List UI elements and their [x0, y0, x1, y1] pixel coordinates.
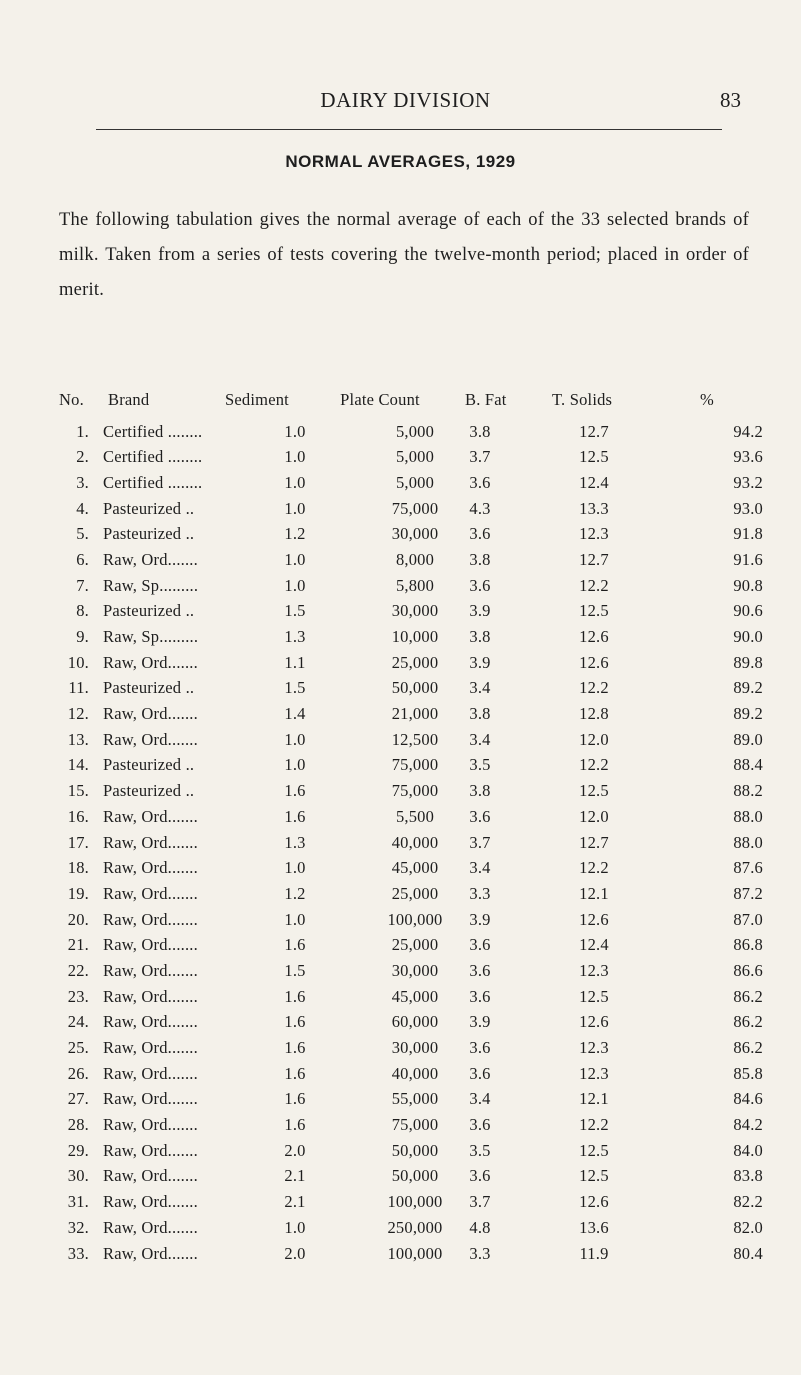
butter-fat-cell: 3.9	[469, 1012, 491, 1032]
sediment-cell: 1.5	[284, 960, 306, 980]
plate-count-cell: 45,000	[391, 986, 439, 1006]
plate-count-cell: 30,000	[391, 960, 439, 980]
total-solids-cell: 12.0	[579, 806, 609, 826]
plate-count-cell: 75,000	[391, 755, 439, 775]
butter-fat-cell: 3.6	[469, 935, 491, 955]
percent-cell: 88.0	[733, 806, 763, 826]
butter-fat-cell: 3.3	[469, 1243, 491, 1263]
plate-count-cell: 21,000	[391, 704, 439, 724]
brand-cell: Raw, Ord.......	[103, 960, 198, 980]
butter-fat-cell: 3.6	[469, 986, 491, 1006]
sediment-cell: 1.0	[284, 498, 306, 518]
table-row	[0, 499, 801, 525]
total-solids-cell: 12.5	[579, 1140, 609, 1160]
total-solids-cell: 12.7	[579, 421, 609, 441]
brand-cell: Raw, Ord.......	[103, 806, 198, 826]
sediment-cell: 1.3	[284, 832, 306, 852]
percent-cell: 86.2	[733, 986, 763, 1006]
row-number: 23.	[67, 986, 89, 1006]
brand-cell: Raw, Ord.......	[103, 832, 198, 852]
butter-fat-cell: 3.9	[469, 601, 491, 621]
butter-fat-cell: 3.5	[469, 755, 491, 775]
brand-cell: Raw, Ord.......	[103, 1166, 198, 1186]
brand-cell: Raw, Ord.......	[103, 1012, 198, 1032]
percent-cell: 84.2	[733, 1115, 763, 1135]
percent-cell: 86.2	[733, 1038, 763, 1057]
table-row	[0, 447, 801, 473]
brand-cell: Pasteurized ..	[103, 678, 195, 698]
table-row	[0, 678, 801, 704]
brand-cell: Raw, Ord.......	[103, 1192, 198, 1212]
table-row	[0, 1012, 801, 1038]
column-header-butter-fat: B. Fat	[465, 390, 507, 409]
column-header-no: No.	[59, 390, 84, 409]
row-number: 6.	[76, 549, 89, 569]
brand-cell: Raw, Ord.......	[103, 883, 198, 903]
row-number: 5.	[76, 524, 89, 544]
sediment-cell: 1.6	[284, 986, 306, 1006]
percent-cell: 88.2	[733, 781, 763, 801]
plate-count-cell: 12,500	[391, 729, 439, 749]
plate-count-cell: 45,000	[391, 858, 439, 878]
intro-paragraph: The following tabulation gives the normal average of each of the 33 selected brands of milk. Taken from a series of tests covering the twelve-month period; placed in order of merit.	[59, 210, 749, 300]
sediment-cell: 1.6	[284, 781, 306, 801]
table-row	[0, 422, 801, 448]
total-solids-cell: 12.5	[579, 986, 609, 1006]
butter-fat-cell: 4.8	[469, 1217, 491, 1237]
section-title: NORMAL AVERAGES, 1929	[285, 152, 516, 171]
total-solids-cell: 12.6	[579, 627, 609, 646]
table-row	[0, 1166, 801, 1192]
row-number: 20.	[67, 909, 89, 929]
table-row	[0, 755, 801, 781]
table-row	[0, 1038, 801, 1064]
brand-cell: Raw, Ord.......	[103, 986, 198, 1006]
header-rule	[96, 129, 722, 130]
row-number: 17.	[67, 832, 89, 852]
sediment-cell: 2.0	[284, 1243, 306, 1263]
plate-count-cell: 100,000	[387, 909, 443, 929]
total-solids-cell: 12.4	[579, 472, 609, 492]
brand-cell: Raw, Ord.......	[103, 1217, 198, 1237]
table-header-row	[0, 390, 801, 422]
percent-cell: 93.2	[733, 472, 763, 492]
percent-cell: 90.8	[733, 575, 763, 595]
percent-cell: 86.8	[733, 935, 763, 955]
sediment-cell: 1.0	[284, 575, 306, 595]
plate-count-cell: 40,000	[391, 832, 439, 852]
plate-count-cell: 50,000	[391, 1140, 439, 1160]
sediment-cell: 1.6	[284, 1115, 306, 1135]
total-solids-cell: 12.5	[579, 1166, 609, 1186]
percent-cell: 90.0	[733, 627, 763, 646]
brand-cell: Raw, Ord.......	[103, 1115, 198, 1135]
row-number: 2.	[76, 447, 89, 467]
plate-count-cell: 25,000	[391, 883, 439, 903]
table-row	[0, 1244, 801, 1270]
percent-cell: 89.2	[733, 704, 763, 724]
row-number: 30.	[67, 1166, 89, 1186]
percent-cell: 91.6	[733, 549, 763, 569]
sediment-cell: 1.2	[284, 524, 306, 544]
percent-cell: 89.8	[733, 652, 763, 672]
sediment-cell: 1.4	[284, 704, 306, 724]
page-number: 83	[720, 88, 741, 112]
butter-fat-cell: 3.8	[469, 781, 491, 801]
percent-cell: 82.0	[733, 1217, 763, 1237]
total-solids-cell: 12.8	[579, 704, 609, 724]
sediment-cell: 1.3	[284, 627, 306, 646]
butter-fat-cell: 3.4	[469, 858, 491, 878]
row-number: 4.	[76, 498, 89, 518]
plate-count-cell: 5,000	[395, 447, 435, 467]
total-solids-cell: 11.9	[579, 1243, 609, 1263]
table-row	[0, 704, 801, 730]
percent-cell: 89.2	[733, 678, 763, 698]
table-row	[0, 653, 801, 679]
row-number: 21.	[67, 935, 89, 955]
plate-count-cell: 5,500	[395, 806, 435, 826]
percent-cell: 87.2	[733, 883, 763, 903]
percent-cell: 87.6	[733, 858, 763, 878]
row-number: 18.	[67, 858, 89, 878]
table-row	[0, 1141, 801, 1167]
brand-cell: Raw, Ord.......	[103, 1243, 198, 1263]
sediment-cell: 1.2	[284, 883, 306, 903]
plate-count-cell: 75,000	[391, 1115, 439, 1135]
table-row	[0, 1064, 801, 1090]
table-row	[0, 730, 801, 756]
butter-fat-cell: 3.4	[469, 1089, 491, 1109]
butter-fat-cell: 3.6	[469, 1166, 491, 1186]
row-number: 31.	[67, 1192, 89, 1212]
brand-cell: Pasteurized ..	[103, 524, 195, 544]
table-row	[0, 935, 801, 961]
brand-cell: Raw, Ord.......	[103, 1063, 198, 1083]
plate-count-cell: 100,000	[387, 1243, 443, 1263]
butter-fat-cell: 3.4	[469, 729, 491, 749]
sediment-cell: 1.0	[284, 755, 306, 775]
percent-cell: 83.8	[733, 1166, 763, 1186]
plate-count-cell: 75,000	[391, 781, 439, 801]
averages-table	[0, 390, 801, 1269]
row-number: 7.	[76, 575, 89, 595]
brand-cell: Raw, Ord.......	[103, 1140, 198, 1160]
sediment-cell: 1.0	[284, 858, 306, 878]
percent-cell: 84.0	[733, 1140, 763, 1160]
butter-fat-cell: 3.6	[469, 1063, 491, 1083]
total-solids-cell: 12.2	[579, 755, 609, 775]
row-number: 32.	[67, 1217, 89, 1237]
percent-cell: 93.6	[733, 447, 763, 467]
plate-count-cell: 100,000	[387, 1192, 443, 1212]
brand-cell: Raw, Ord.......	[103, 729, 198, 749]
table-row	[0, 858, 801, 884]
table-row	[0, 961, 801, 987]
percent-cell: 86.2	[733, 1012, 763, 1032]
plate-count-cell: 5,000	[395, 472, 435, 492]
total-solids-cell: 12.0	[579, 729, 609, 749]
brand-cell: Raw, Sp.........	[103, 575, 199, 595]
total-solids-cell: 12.3	[579, 1038, 609, 1057]
sediment-cell: 1.5	[284, 601, 306, 621]
row-number: 10.	[67, 652, 89, 672]
sediment-cell: 1.6	[284, 1038, 306, 1057]
butter-fat-cell: 3.3	[469, 883, 491, 903]
brand-cell: Pasteurized ..	[103, 755, 195, 775]
sediment-cell: 2.1	[284, 1166, 306, 1186]
butter-fat-cell: 4.3	[469, 498, 491, 518]
total-solids-cell: 13.6	[579, 1217, 609, 1237]
sediment-cell: 1.0	[284, 472, 306, 492]
column-header-total-solids: T. Solids	[552, 390, 613, 409]
table-row	[0, 987, 801, 1013]
table-row	[0, 1218, 801, 1244]
row-number: 13.	[67, 729, 89, 749]
butter-fat-cell: 3.7	[469, 447, 491, 467]
brand-cell: Raw, Ord.......	[103, 1038, 198, 1057]
sediment-cell: 2.0	[284, 1140, 306, 1160]
butter-fat-cell: 3.8	[469, 704, 491, 724]
row-number: 26.	[67, 1063, 89, 1083]
brand-cell: Certified ........	[103, 472, 203, 492]
butter-fat-cell: 3.9	[469, 652, 491, 672]
plate-count-cell: 30,000	[391, 1038, 439, 1057]
plate-count-cell: 8,000	[395, 549, 435, 569]
butter-fat-cell: 3.6	[469, 524, 491, 544]
percent-cell: 88.0	[733, 832, 763, 852]
total-solids-cell: 12.6	[579, 1012, 609, 1032]
sediment-cell: 1.6	[284, 806, 306, 826]
plate-count-cell: 55,000	[391, 1089, 439, 1109]
percent-cell: 82.2	[733, 1192, 763, 1212]
total-solids-cell: 13.3	[579, 498, 609, 518]
total-solids-cell: 12.2	[579, 678, 609, 698]
plate-count-cell: 50,000	[391, 1166, 439, 1186]
table-row	[0, 781, 801, 807]
butter-fat-cell: 3.6	[469, 806, 491, 826]
butter-fat-cell: 3.8	[469, 549, 491, 569]
table-row	[0, 833, 801, 859]
row-number: 27.	[67, 1089, 89, 1109]
total-solids-cell: 12.3	[579, 1063, 609, 1083]
column-header-sediment: Sediment	[225, 390, 289, 409]
row-number: 8.	[76, 601, 89, 621]
total-solids-cell: 12.4	[579, 935, 609, 955]
sediment-cell: 1.0	[284, 909, 306, 929]
plate-count-cell: 25,000	[391, 652, 439, 672]
row-number: 11.	[68, 678, 89, 698]
sediment-cell: 1.0	[284, 549, 306, 569]
sediment-cell: 1.6	[284, 935, 306, 955]
percent-cell: 80.4	[733, 1243, 763, 1263]
row-number: 15.	[67, 781, 89, 801]
plate-count-cell: 40,000	[391, 1063, 439, 1083]
row-number: 3.	[76, 472, 89, 492]
column-header-plate-count: Plate Count	[340, 390, 420, 409]
plate-count-cell: 10,000	[391, 627, 439, 646]
table-row	[0, 524, 801, 550]
plate-count-cell: 30,000	[391, 601, 439, 621]
row-number: 14.	[67, 755, 89, 775]
total-solids-cell: 12.2	[579, 575, 609, 595]
butter-fat-cell: 3.6	[469, 472, 491, 492]
row-number: 16.	[67, 806, 89, 826]
row-number: 28.	[67, 1115, 89, 1135]
table-row	[0, 627, 801, 653]
butter-fat-cell: 3.6	[469, 1115, 491, 1135]
butter-fat-cell: 3.4	[469, 678, 491, 698]
running-header	[70, 88, 741, 128]
plate-count-cell: 60,000	[391, 1012, 439, 1032]
percent-cell: 86.6	[733, 960, 763, 980]
table-row	[0, 1192, 801, 1218]
brand-cell: Raw, Ord.......	[103, 858, 198, 878]
total-solids-cell: 12.2	[579, 858, 609, 878]
sediment-cell: 1.5	[284, 678, 306, 698]
running-title: DAIRY DIVISION	[320, 88, 491, 112]
sediment-cell: 2.1	[284, 1192, 306, 1212]
table-row	[0, 576, 801, 602]
total-solids-cell: 12.6	[579, 909, 609, 929]
brand-cell: Raw, Ord.......	[103, 704, 198, 724]
percent-cell: 93.0	[733, 498, 763, 518]
butter-fat-cell: 3.9	[469, 909, 491, 929]
plate-count-cell: 30,000	[391, 524, 439, 544]
percent-cell: 85.8	[733, 1063, 763, 1083]
total-solids-cell: 12.7	[579, 832, 609, 852]
row-number: 33.	[67, 1243, 89, 1263]
brand-cell: Raw, Ord.......	[103, 549, 198, 569]
butter-fat-cell: 3.7	[469, 832, 491, 852]
plate-count-cell: 250,000	[387, 1217, 443, 1237]
butter-fat-cell: 3.6	[469, 575, 491, 595]
brand-cell: Certified ........	[103, 447, 203, 467]
percent-cell: 88.4	[733, 755, 763, 775]
table-row	[0, 473, 801, 499]
total-solids-cell: 12.2	[579, 1115, 609, 1135]
sediment-cell: 1.0	[284, 421, 306, 441]
brand-cell: Raw, Ord.......	[103, 909, 198, 929]
table-row	[0, 884, 801, 910]
percent-cell: 89.0	[733, 729, 763, 749]
total-solids-cell: 12.5	[579, 601, 609, 621]
table-row	[0, 550, 801, 576]
sediment-cell: 1.6	[284, 1089, 306, 1109]
row-number: 12.	[67, 704, 89, 724]
total-solids-cell: 12.7	[579, 549, 609, 569]
total-solids-cell: 12.3	[579, 960, 609, 980]
sediment-cell: 1.0	[284, 1217, 306, 1237]
brand-cell: Raw, Ord.......	[103, 935, 198, 955]
brand-cell: Raw, Ord.......	[103, 1089, 198, 1109]
column-header-brand: Brand	[108, 390, 150, 409]
plate-count-cell: 5,000	[395, 421, 435, 441]
sediment-cell: 1.6	[284, 1063, 306, 1083]
brand-cell: Pasteurized ..	[103, 601, 195, 621]
percent-cell: 94.2	[733, 421, 763, 441]
butter-fat-cell: 3.5	[469, 1140, 491, 1160]
sediment-cell: 1.1	[284, 652, 306, 672]
total-solids-cell: 12.1	[579, 883, 609, 903]
brand-cell: Pasteurized ..	[103, 498, 195, 518]
brand-cell: Pasteurized ..	[103, 781, 195, 801]
butter-fat-cell: 3.7	[469, 1192, 491, 1212]
sediment-cell: 1.0	[284, 729, 306, 749]
percent-cell: 90.6	[733, 601, 763, 621]
brand-cell: Raw, Ord.......	[103, 652, 198, 672]
total-solids-cell: 12.6	[579, 1192, 609, 1212]
row-number: 9.	[76, 627, 89, 646]
table-row	[0, 807, 801, 833]
percent-cell: 84.6	[733, 1089, 763, 1109]
row-number: 29.	[67, 1140, 89, 1160]
row-number: 19.	[67, 883, 89, 903]
butter-fat-cell: 3.6	[469, 1038, 491, 1057]
table-row	[0, 1089, 801, 1115]
percent-cell: 91.8	[733, 524, 763, 544]
table-row	[0, 1115, 801, 1141]
butter-fat-cell: 3.8	[469, 627, 491, 646]
row-number: 24.	[67, 1012, 89, 1032]
total-solids-cell: 12.6	[579, 652, 609, 672]
butter-fat-cell: 3.8	[469, 421, 491, 441]
table-row	[0, 910, 801, 936]
row-number: 22.	[67, 960, 89, 980]
row-number: 1.	[76, 421, 89, 441]
total-solids-cell: 12.5	[579, 781, 609, 801]
total-solids-cell: 12.5	[579, 447, 609, 467]
plate-count-cell: 50,000	[391, 678, 439, 698]
plate-count-cell: 25,000	[391, 935, 439, 955]
sediment-cell: 1.0	[284, 447, 306, 467]
total-solids-cell: 12.1	[579, 1089, 609, 1109]
sediment-cell: 1.6	[284, 1012, 306, 1032]
plate-count-cell: 5,800	[395, 575, 435, 595]
table-row	[0, 601, 801, 627]
butter-fat-cell: 3.6	[469, 960, 491, 980]
percent-cell: 87.0	[733, 909, 763, 929]
brand-cell: Certified ........	[103, 421, 203, 441]
row-number: 25.	[67, 1038, 89, 1057]
total-solids-cell: 12.3	[579, 524, 609, 544]
plate-count-cell: 75,000	[391, 498, 439, 518]
brand-cell: Raw, Sp.........	[103, 627, 199, 646]
column-header-percent: %	[700, 390, 714, 409]
